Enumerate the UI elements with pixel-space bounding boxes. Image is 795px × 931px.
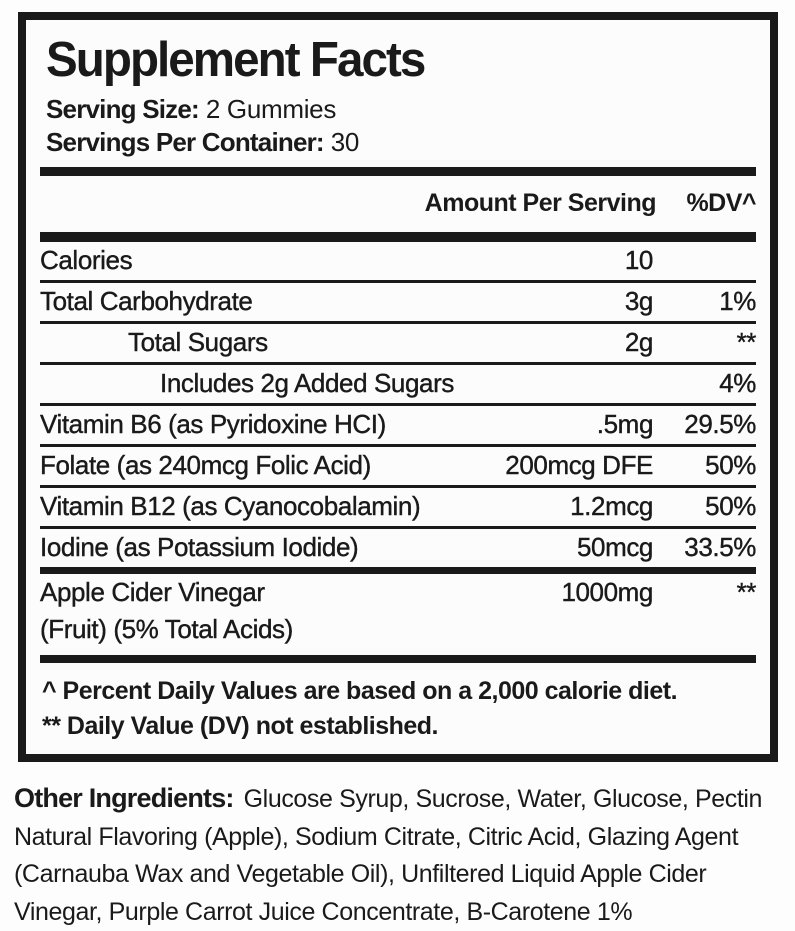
nutrient-amount: 3g bbox=[624, 286, 653, 317]
nutrient-dv: 33.5% bbox=[684, 532, 756, 563]
panel-title: Supplement Facts bbox=[46, 33, 425, 87]
nutrient-table bbox=[40, 242, 756, 655]
thick-divider bbox=[40, 167, 756, 176]
percent-dv-header: %DV^ bbox=[686, 189, 756, 218]
nutrient-name: Iodine (as Potassium Iodide) bbox=[40, 532, 359, 563]
serving-size-line bbox=[46, 94, 756, 125]
other-ingredients-label: Other Ingredients: bbox=[14, 783, 234, 813]
nutrient-name: Apple Cider Vinegar bbox=[40, 577, 265, 608]
nutrient-dv: ** bbox=[736, 577, 756, 608]
nutrient-amount: .5mg bbox=[596, 409, 653, 440]
table-row bbox=[40, 406, 756, 447]
table-row bbox=[40, 365, 756, 406]
nutrient-name: Total Carbohydrate bbox=[40, 286, 253, 317]
footnote-percent-dv: ^ Percent Daily Values are based on a 2,000 calorie diet. bbox=[42, 676, 678, 705]
nutrient-dv: 50% bbox=[705, 450, 756, 481]
nutrient-amount: 10 bbox=[624, 245, 653, 276]
footnote-dv-not-established: ** Daily Value (DV) not established. bbox=[42, 711, 439, 740]
table-header-row bbox=[40, 176, 756, 232]
nutrient-amount: 50mcg bbox=[576, 532, 653, 563]
nutrient-amount: 1.2mcg bbox=[570, 491, 653, 522]
nutrient-dv: 29.5% bbox=[684, 409, 756, 440]
nutrient-dv: 4% bbox=[719, 368, 756, 399]
supplement-facts-panel bbox=[18, 12, 778, 762]
other-ingredients-text: Glucose Syrup, Sucrose, Water, Glucose, Pectin Natural Flavoring (Apple), Sodium Citrate, Citric Acid, Glazing Agent (Carnauba Wax and Vegetable Oil), Unfiltered Liquid Apple Cider Vinegar, Purple Carrot Juice Concentrate, B-Carotene 1% bbox=[14, 785, 763, 926]
table-row bbox=[40, 488, 756, 529]
table-row bbox=[40, 447, 756, 488]
nutrient-amount: 2g bbox=[624, 327, 653, 358]
thick-divider bbox=[40, 567, 756, 574]
nutrient-dv: 1% bbox=[719, 286, 756, 317]
other-ingredients-paragraph bbox=[14, 780, 785, 931]
servings-per-container-label: Servings Per Container: bbox=[46, 126, 324, 157]
nutrient-name: Vitamin B6 (as Pyridoxine HCI) bbox=[40, 409, 386, 440]
nutrient-name: Total Sugars bbox=[128, 327, 268, 358]
serving-size-label: Serving Size: bbox=[46, 93, 199, 124]
servings-per-container-line bbox=[46, 127, 756, 158]
nutrient-dv: 50% bbox=[705, 491, 756, 522]
table-row bbox=[40, 529, 756, 567]
amount-per-serving-header: Amount Per Serving bbox=[424, 189, 656, 218]
table-row bbox=[40, 574, 756, 612]
nutrient-name: Includes 2g Added Sugars bbox=[160, 368, 454, 399]
thick-divider bbox=[40, 232, 756, 242]
serving-size-value: 2 Gummies bbox=[205, 93, 337, 124]
table-row bbox=[40, 283, 756, 324]
nutrient-name: Calories bbox=[40, 245, 133, 276]
table-row bbox=[40, 242, 756, 283]
nutrient-name: Vitamin B12 (as Cyanocobalamin) bbox=[40, 491, 421, 522]
nutrient-dv: ** bbox=[736, 327, 756, 358]
servings-per-container-value: 30 bbox=[330, 126, 360, 157]
nutrient-name-line2: (Fruit) (5% Total Acids) bbox=[40, 613, 293, 644]
nutrient-amount: 1000mg bbox=[561, 577, 653, 608]
nutrient-amount: 200mcg DFE bbox=[505, 450, 653, 481]
nutrient-name: Folate (as 240mcg Folic Acid) bbox=[40, 450, 371, 481]
table-row bbox=[40, 324, 756, 365]
thick-divider bbox=[40, 655, 756, 663]
